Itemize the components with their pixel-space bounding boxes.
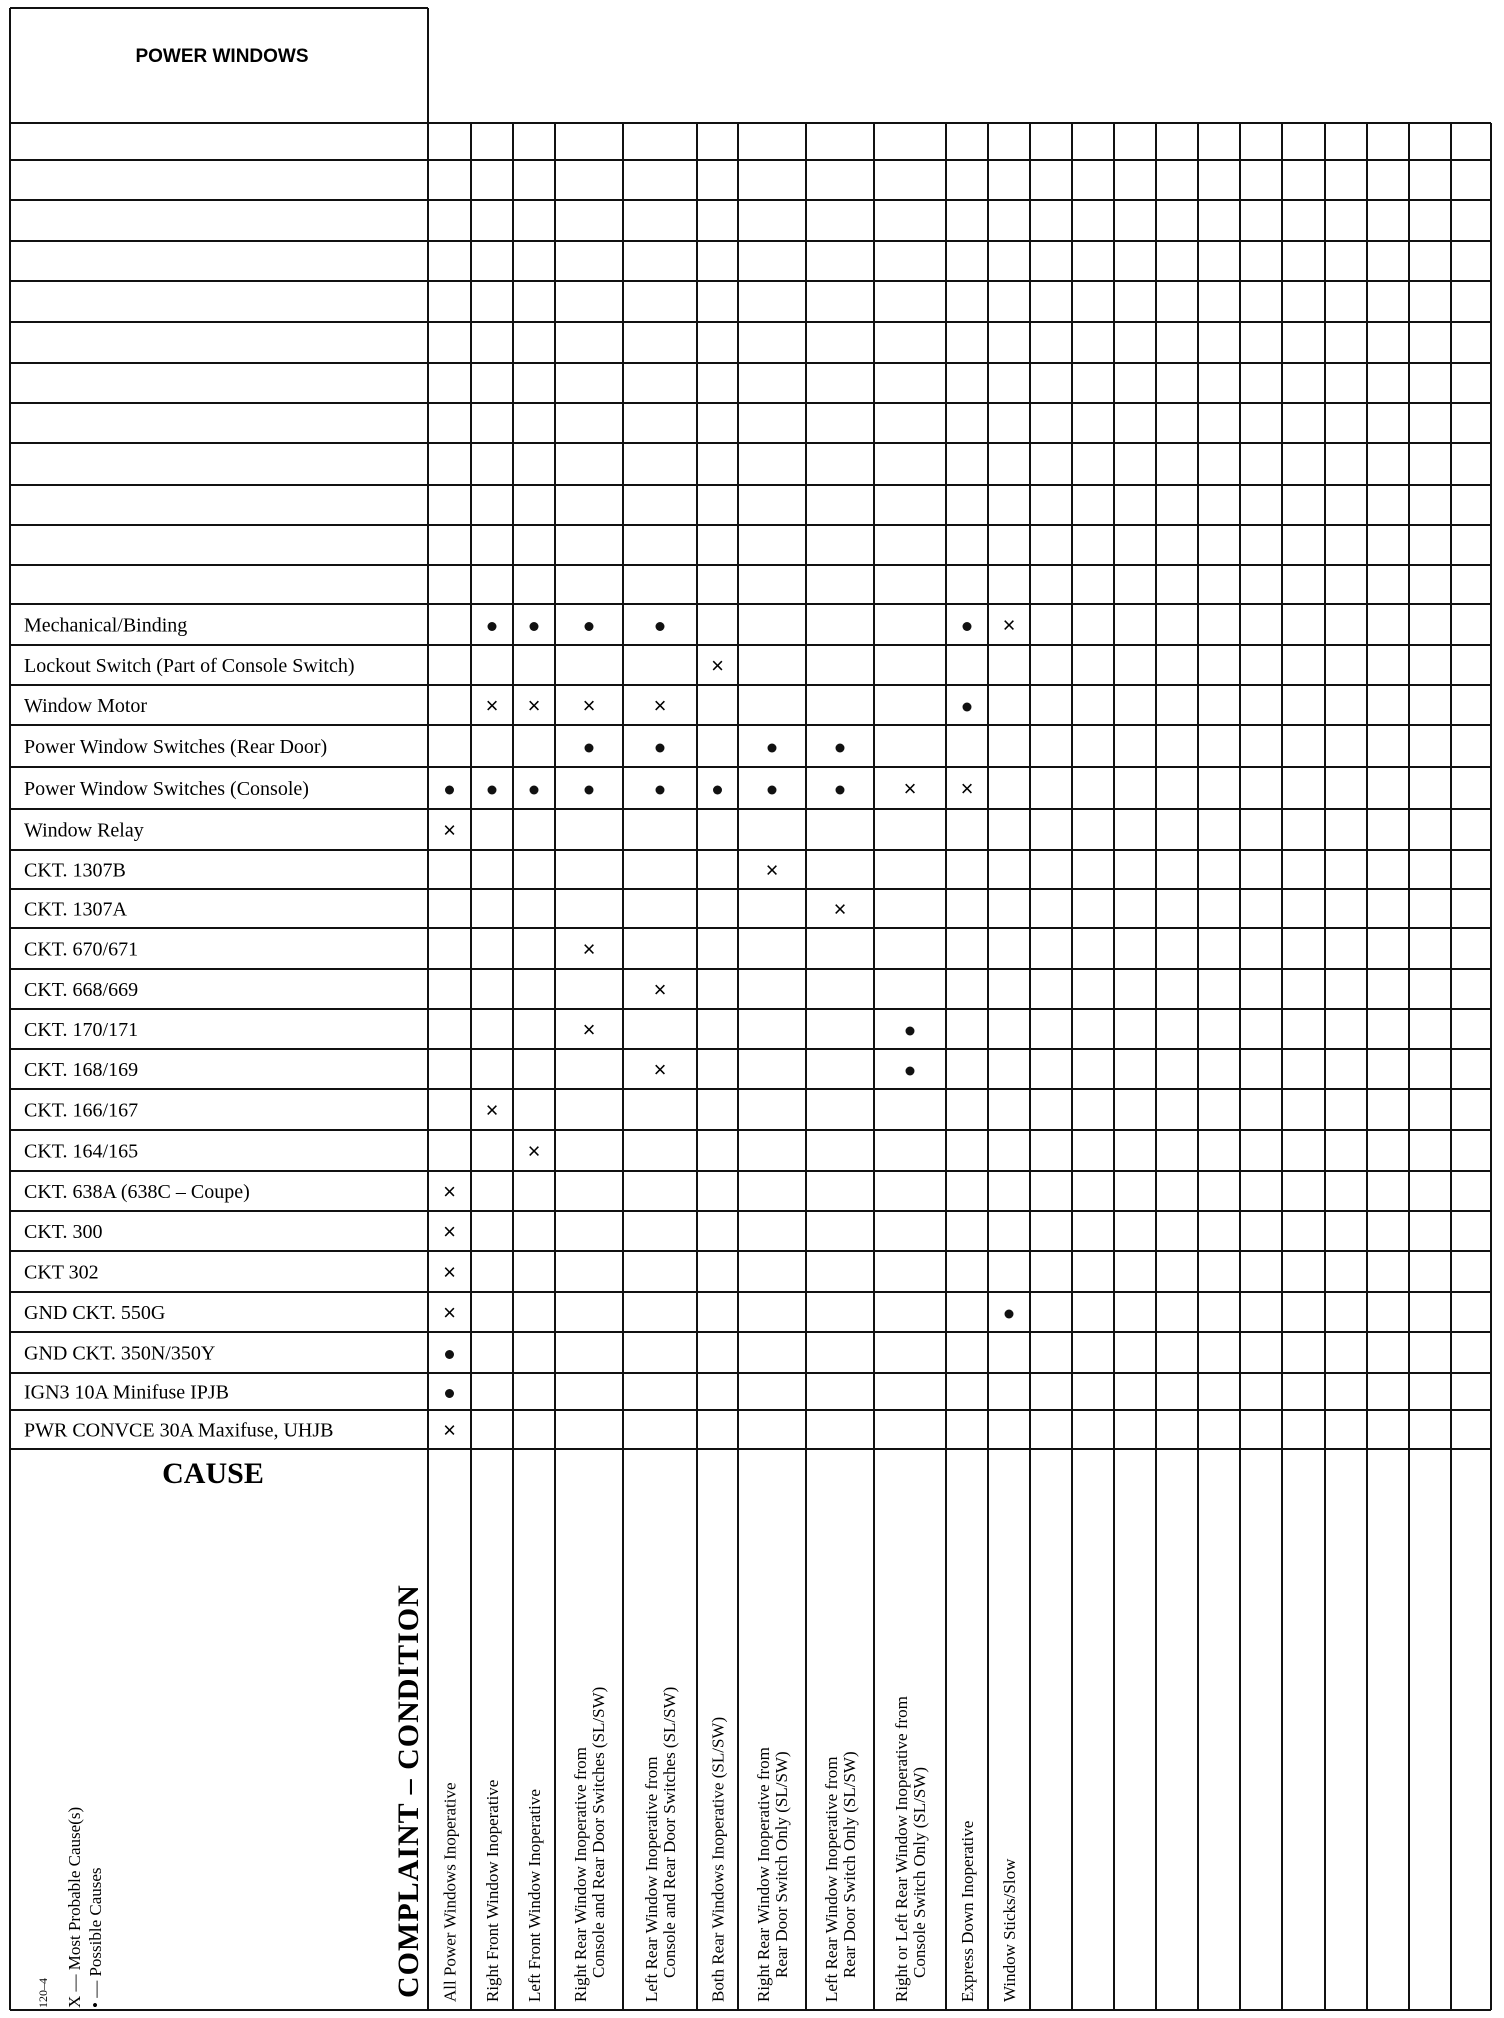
most-probable-mark: × bbox=[485, 1097, 499, 1123]
cause-label: IGN3 10A Minifuse IPJB bbox=[24, 1381, 230, 1404]
complaint-label: Rear Door Switch Only (SL/SW) bbox=[772, 1751, 791, 1978]
most-probable-mark: × bbox=[582, 1017, 596, 1042]
complaint-label: All Power Windows Inoperative bbox=[440, 1782, 460, 2002]
most-probable-mark: × bbox=[653, 977, 667, 1002]
possible-cause-mark bbox=[963, 622, 972, 631]
complaint-condition-heading: COMPLAINT – CONDITION bbox=[392, 1584, 425, 1998]
most-probable-mark: × bbox=[443, 1417, 456, 1443]
cause-label: CKT. 1307A bbox=[24, 898, 127, 921]
most-probable-mark: × bbox=[582, 936, 596, 962]
most-probable-mark: × bbox=[527, 1138, 541, 1164]
complaint-label: Left Rear Window Inoperative from bbox=[822, 1756, 841, 2002]
most-probable-mark: × bbox=[443, 1300, 456, 1325]
cause-label: CKT. 168/169 bbox=[24, 1059, 139, 1081]
possible-cause-mark bbox=[530, 786, 539, 795]
possible-cause-mark bbox=[585, 786, 594, 795]
cause-matrix bbox=[443, 613, 1015, 1443]
most-probable-mark: × bbox=[653, 1057, 667, 1082]
complaint-label: Left Front Window Inoperative bbox=[525, 1789, 544, 2002]
page-number: 120–4 bbox=[36, 1978, 50, 2008]
cause-label: CKT. 638A (638C – Coupe) bbox=[24, 1181, 250, 1203]
possible-cause-mark bbox=[585, 744, 594, 753]
most-probable-mark: × bbox=[527, 693, 541, 718]
possible-cause-mark bbox=[768, 744, 777, 753]
possible-cause-mark bbox=[445, 786, 454, 795]
most-probable-mark: × bbox=[582, 693, 596, 718]
complaint-label: Both Rear Windows Inoperative (SL/SW) bbox=[708, 1716, 728, 2002]
possible-cause-mark bbox=[445, 1389, 454, 1398]
cause-label: CKT. 300 bbox=[24, 1221, 103, 1243]
legend-most-probable: X — Most Probable Cause(s) bbox=[65, 1806, 84, 2008]
cause-label: Mechanical/Binding bbox=[24, 614, 188, 637]
possible-cause-mark bbox=[1005, 1310, 1014, 1319]
cause-label: Lockout Switch (Part of Console Switch) bbox=[24, 655, 355, 677]
cause-label: Power Window Switches (Rear Door) bbox=[24, 736, 328, 758]
cause-label: CKT. 164/165 bbox=[24, 1140, 139, 1163]
legend-possible: • — Possible Causes bbox=[86, 1867, 105, 2008]
cause-label: Power Window Switches (Console) bbox=[24, 778, 309, 800]
cause-label: CKT. 166/167 bbox=[24, 1099, 139, 1122]
most-probable-mark: × bbox=[833, 896, 847, 922]
most-probable-mark: × bbox=[1002, 612, 1016, 638]
complaint-label: Left Rear Window Inoperative from bbox=[642, 1756, 661, 2002]
most-probable-mark: × bbox=[443, 817, 456, 843]
possible-cause-mark bbox=[906, 1067, 915, 1076]
most-probable-mark: × bbox=[443, 1219, 456, 1244]
cause-label: CKT. 670/671 bbox=[24, 938, 139, 961]
complaint-label: Console Switch Only (SL/SW) bbox=[910, 1766, 929, 1978]
possible-cause-mark bbox=[488, 622, 497, 631]
complaint-label: Console and Rear Door Switches (SL/SW) bbox=[589, 1686, 608, 1978]
possible-cause-mark bbox=[585, 622, 594, 631]
most-probable-mark: × bbox=[903, 776, 917, 801]
complaint-label: Window Sticks/Slow bbox=[1000, 1858, 1019, 2002]
chart-grid bbox=[10, 8, 1491, 2010]
possible-cause-mark bbox=[530, 622, 539, 631]
possible-cause-mark bbox=[836, 744, 845, 753]
possible-cause-mark bbox=[656, 622, 665, 631]
possible-cause-mark bbox=[713, 786, 722, 795]
possible-cause-mark bbox=[488, 786, 497, 795]
complaint-label: Right Front Window Inoperative bbox=[483, 1779, 502, 2002]
cause-label: Window Motor bbox=[24, 695, 148, 717]
most-probable-mark: × bbox=[711, 653, 724, 678]
complaint-label: Rear Door Switch Only (SL/SW) bbox=[840, 1751, 859, 1978]
cause-label: CKT. 1307B bbox=[24, 859, 126, 882]
most-probable-mark: × bbox=[765, 857, 779, 883]
possible-cause-mark bbox=[906, 1027, 915, 1036]
possible-cause-mark bbox=[656, 786, 665, 795]
cause-label: PWR CONVCE 30A Maxifuse, UHJB bbox=[24, 1419, 334, 1442]
cause-list bbox=[24, 615, 355, 1442]
most-probable-mark: × bbox=[653, 693, 667, 718]
complaint-list bbox=[441, 1687, 1020, 2002]
possible-cause-mark bbox=[656, 744, 665, 753]
complaint-label: Express Down Inoperative bbox=[958, 1820, 977, 2002]
possible-cause-mark bbox=[768, 786, 777, 795]
most-probable-mark: × bbox=[485, 693, 499, 718]
most-probable-mark: × bbox=[443, 1259, 456, 1285]
most-probable-mark: × bbox=[960, 776, 974, 801]
possible-cause-mark bbox=[963, 703, 972, 712]
cause-label: GND CKT. 550G bbox=[24, 1302, 166, 1324]
cause-heading: CAUSE bbox=[162, 1457, 264, 1490]
complaint-label: Right Rear Window Inoperative from bbox=[571, 1747, 590, 2002]
complaint-label: Right or Left Rear Window Inoperative from bbox=[892, 1696, 911, 2002]
cause-label: Window Relay bbox=[24, 819, 144, 842]
complaint-label: Console and Rear Door Switches (SL/SW) bbox=[660, 1686, 679, 1978]
most-probable-mark: × bbox=[443, 1179, 456, 1204]
cause-label: CKT 302 bbox=[24, 1261, 99, 1284]
chart-title: POWER WINDOWS bbox=[135, 46, 309, 67]
cause-label: CKT. 668/669 bbox=[24, 979, 139, 1001]
cause-label: GND CKT. 350N/350Y bbox=[24, 1342, 216, 1365]
cause-label: CKT. 170/171 bbox=[24, 1019, 139, 1041]
complaint-label: Right Rear Window Inoperative from bbox=[754, 1747, 773, 2002]
possible-cause-mark bbox=[836, 786, 845, 795]
possible-cause-mark bbox=[445, 1350, 454, 1359]
